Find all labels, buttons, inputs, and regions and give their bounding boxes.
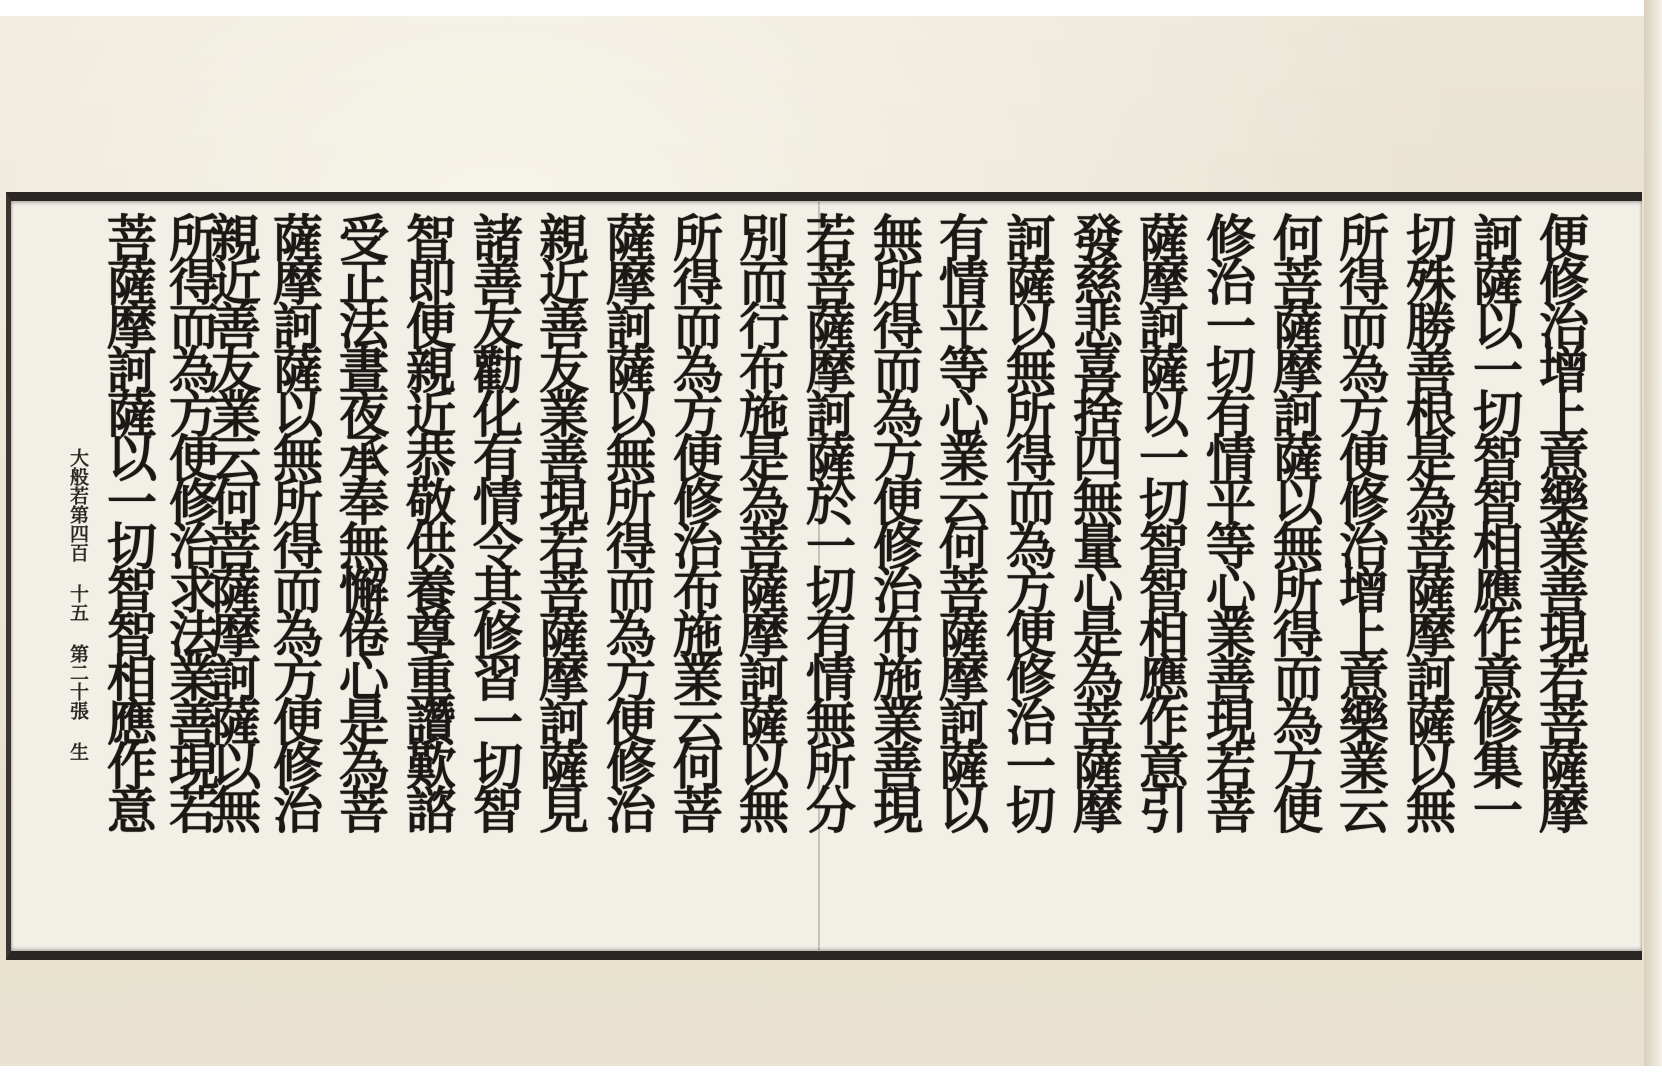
text-column: 切殊勝善根是為菩薩摩訶薩以無 <box>1398 212 1457 828</box>
text-column: 智即便親近恭敬供養尊重讚歎諮 <box>398 212 457 828</box>
text-column: 便修治增上意樂業善現若菩薩摩 <box>1531 212 1590 828</box>
text-column: 有情平等心業云何菩薩摩訶薩以 <box>931 212 990 828</box>
text-column: 所得而為方便修治增上意樂業云 <box>1331 212 1390 828</box>
text-column: 親近善友業善現若菩薩摩訶薩見 <box>531 212 590 828</box>
text-column: 別而行布施是為菩薩摩訶薩以無 <box>731 212 790 828</box>
text-column: 何菩薩摩訶薩以無所得而為方便 <box>1265 212 1324 828</box>
text-column: 受正法晝夜承奉無懈倦心是為菩 <box>331 212 390 828</box>
text-column: 訶薩以一切智智相應作意修集一 <box>1465 212 1524 828</box>
margin-note: 大般若第四百 十五 第二十張 生 <box>67 448 89 761</box>
bottom-margin <box>0 1066 1662 1080</box>
text-column: 親近善友業云何菩薩摩訶薩以無 <box>203 212 262 828</box>
text-column: 薩摩訶薩以無所得而為方便修治 <box>265 212 324 828</box>
text-column: 菩薩摩訶薩以一切智智相應作意 <box>99 212 158 828</box>
text-column: 薩摩訶薩以無所得而為方便修治 <box>598 212 657 828</box>
text-column: 所得而為方便修治求法業善現若 <box>161 212 220 828</box>
text-column: 所得而為方便修治布施業云何菩 <box>665 212 724 828</box>
text-column: 修治一切有情平等心業善現若菩 <box>1198 212 1257 828</box>
text-column: 若菩薩摩訶薩於一切有情無所分 <box>798 212 857 828</box>
text-column: 無所得而為方便修治布施業善現 <box>865 212 924 828</box>
text-column: 諸善友勸化有情令其修習一切智 <box>465 212 524 828</box>
text-column: 發慈悲喜捨四無量心是為菩薩摩 <box>1065 212 1124 828</box>
text-column: 訶薩以無所得而為方便修治一切 <box>998 212 1057 828</box>
text-column: 薩摩訶薩以一切智智相應作意引 <box>1131 212 1190 828</box>
